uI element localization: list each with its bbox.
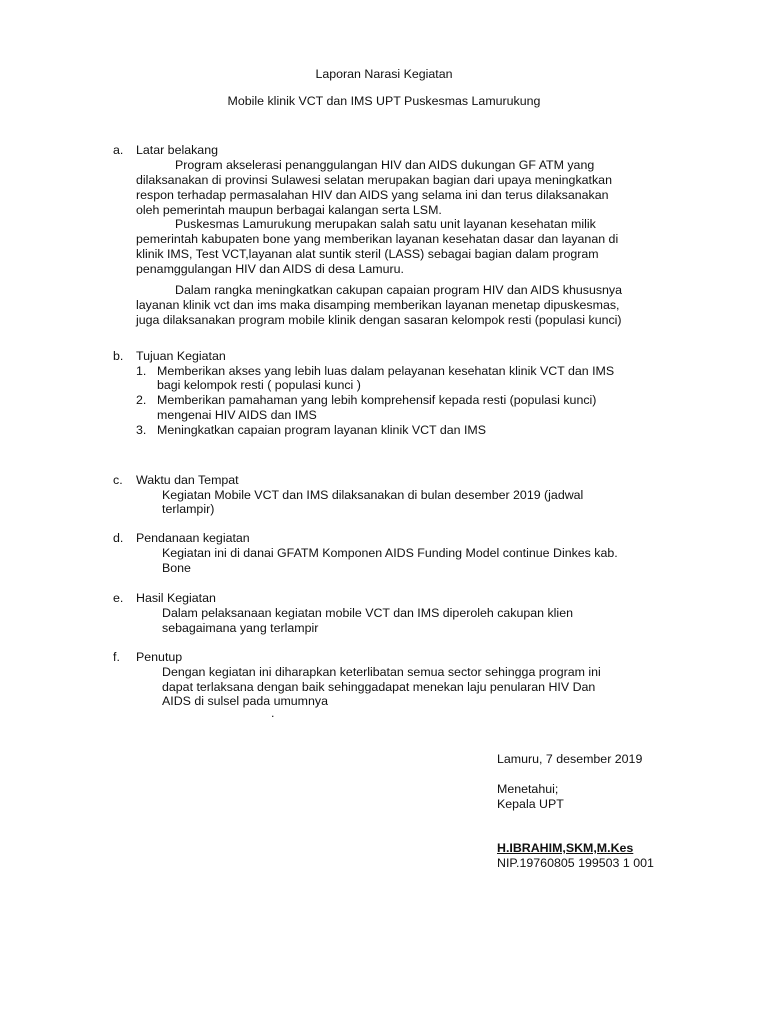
section-d-marker: d.	[113, 531, 124, 545]
list-item-line: Memberikan akses yang lebih luas dalam pelayanan kesehatan klinik VCT dan IMS	[157, 364, 615, 378]
list-item-line: bagi kelompok resti ( populasi kunci )	[157, 378, 361, 392]
section-f-line: Dengan kegiatan ini diharapkan keterlibatan semua sector sehingga program ini	[162, 665, 601, 679]
section-a-p2-line: penamggulangan HIV dan AIDS di desa Lamuru.	[136, 262, 404, 276]
signature-nip: NIP.19760805 199503 1 001	[497, 856, 654, 870]
section-a-p1-line: dilaksanakan di provinsi Sulawesi selatan merupakan bagian dari upaya meningkatkan	[136, 173, 612, 187]
section-e-heading: Hasil Kegiatan	[136, 591, 216, 605]
section-d-line: Bone	[162, 561, 191, 575]
section-d-heading: Pendanaan kegiatan	[136, 531, 250, 545]
signature-position: Kepala UPT	[497, 797, 564, 811]
signature-place-date: Lamuru, 7 desember 2019	[497, 752, 643, 766]
section-c-line: terlampir)	[162, 502, 215, 516]
signature-name: H.IBRAHIM,SKM,M.Kes	[497, 841, 634, 855]
stray-mark: .	[271, 706, 275, 720]
section-c-marker: c.	[113, 473, 123, 487]
section-a-p1-line: oleh pemerintah maupun berbagai kalangan serta LSM.	[136, 203, 442, 217]
section-a-p3-line: juga dilaksanakan program mobile klinik dengan sasaran kelompok resti (populasi kunci)	[136, 313, 622, 327]
section-f-line: dapat terlaksana dengan baik sehinggadapat menekan laju penularan HIV Dan	[162, 680, 596, 694]
list-item-number: 2.	[136, 393, 147, 407]
section-a-p3-line: Dalam rangka meningkatkan cakupan capaian program HIV dan AIDS khususnya	[175, 283, 623, 297]
section-c-heading: Waktu dan Tempat	[136, 473, 239, 487]
section-d-line: Kegiatan ini di danai GFATM Komponen AIDS Funding Model continue Dinkes kab.	[162, 546, 618, 560]
list-item-line: mengenai HIV AIDS dan IMS	[157, 408, 317, 422]
section-f-line: AIDS di sulsel pada umumnya	[162, 694, 328, 708]
section-f-marker: f.	[113, 650, 120, 664]
section-e-line: Dalam pelaksanaan kegiatan mobile VCT dan IMS diperoleh cakupan klien	[162, 606, 573, 620]
section-b-marker: b.	[113, 349, 124, 363]
report-subtitle: Mobile klinik VCT dan IMS UPT Puskesmas Lamurukung	[227, 94, 541, 108]
section-e-line: sebagaimana yang terlampir	[162, 621, 319, 635]
section-a-p3-line: layanan klinik vct dan ims maka disamping memberikan layanan menetap dipuskesmas,	[136, 298, 620, 312]
section-f-heading: Penutup	[136, 650, 183, 664]
section-a-heading: Latar belakang	[136, 143, 218, 157]
section-a-p1-line: respon terhadap permasalahan HIV dan AIDS yang selama ini dan terus dilaksanakan	[136, 188, 609, 202]
list-item-line: Memberikan pamahaman yang lebih komprehensif kepada resti (populasi kunci)	[157, 393, 597, 407]
section-a-p2-line: pemerintah kabupaten bone yang memberikan layanan kesehatan dasar dan layanan di	[136, 232, 619, 246]
section-a-p2-line: klinik IMS, Test VCT,layanan alat suntik steril (LASS) sebagai bagian dalam program	[136, 247, 599, 261]
report-title: Laporan Narasi Kegiatan	[315, 67, 453, 81]
section-e-marker: e.	[113, 591, 124, 605]
section-a-p2-line: Puskesmas Lamurukung merupakan salah satu unit layanan kesehatan milik	[175, 217, 596, 231]
list-item-line: Meningkatkan capaian program layanan klinik VCT dan IMS	[157, 423, 486, 437]
section-a-p1-line: Program akselerasi penanggulangan HIV dan AIDS dukungan GF ATM yang	[175, 158, 595, 172]
list-item-number: 3.	[136, 423, 147, 437]
section-a-marker: a.	[113, 143, 124, 157]
signature-acknowledged: Menetahui;	[497, 782, 559, 796]
section-c-line: Kegiatan Mobile VCT dan IMS dilaksanakan di bulan desember 2019 (jadwal	[162, 488, 584, 502]
section-b-heading: Tujuan Kegiatan	[136, 349, 226, 363]
list-item-number: 1.	[136, 364, 147, 378]
